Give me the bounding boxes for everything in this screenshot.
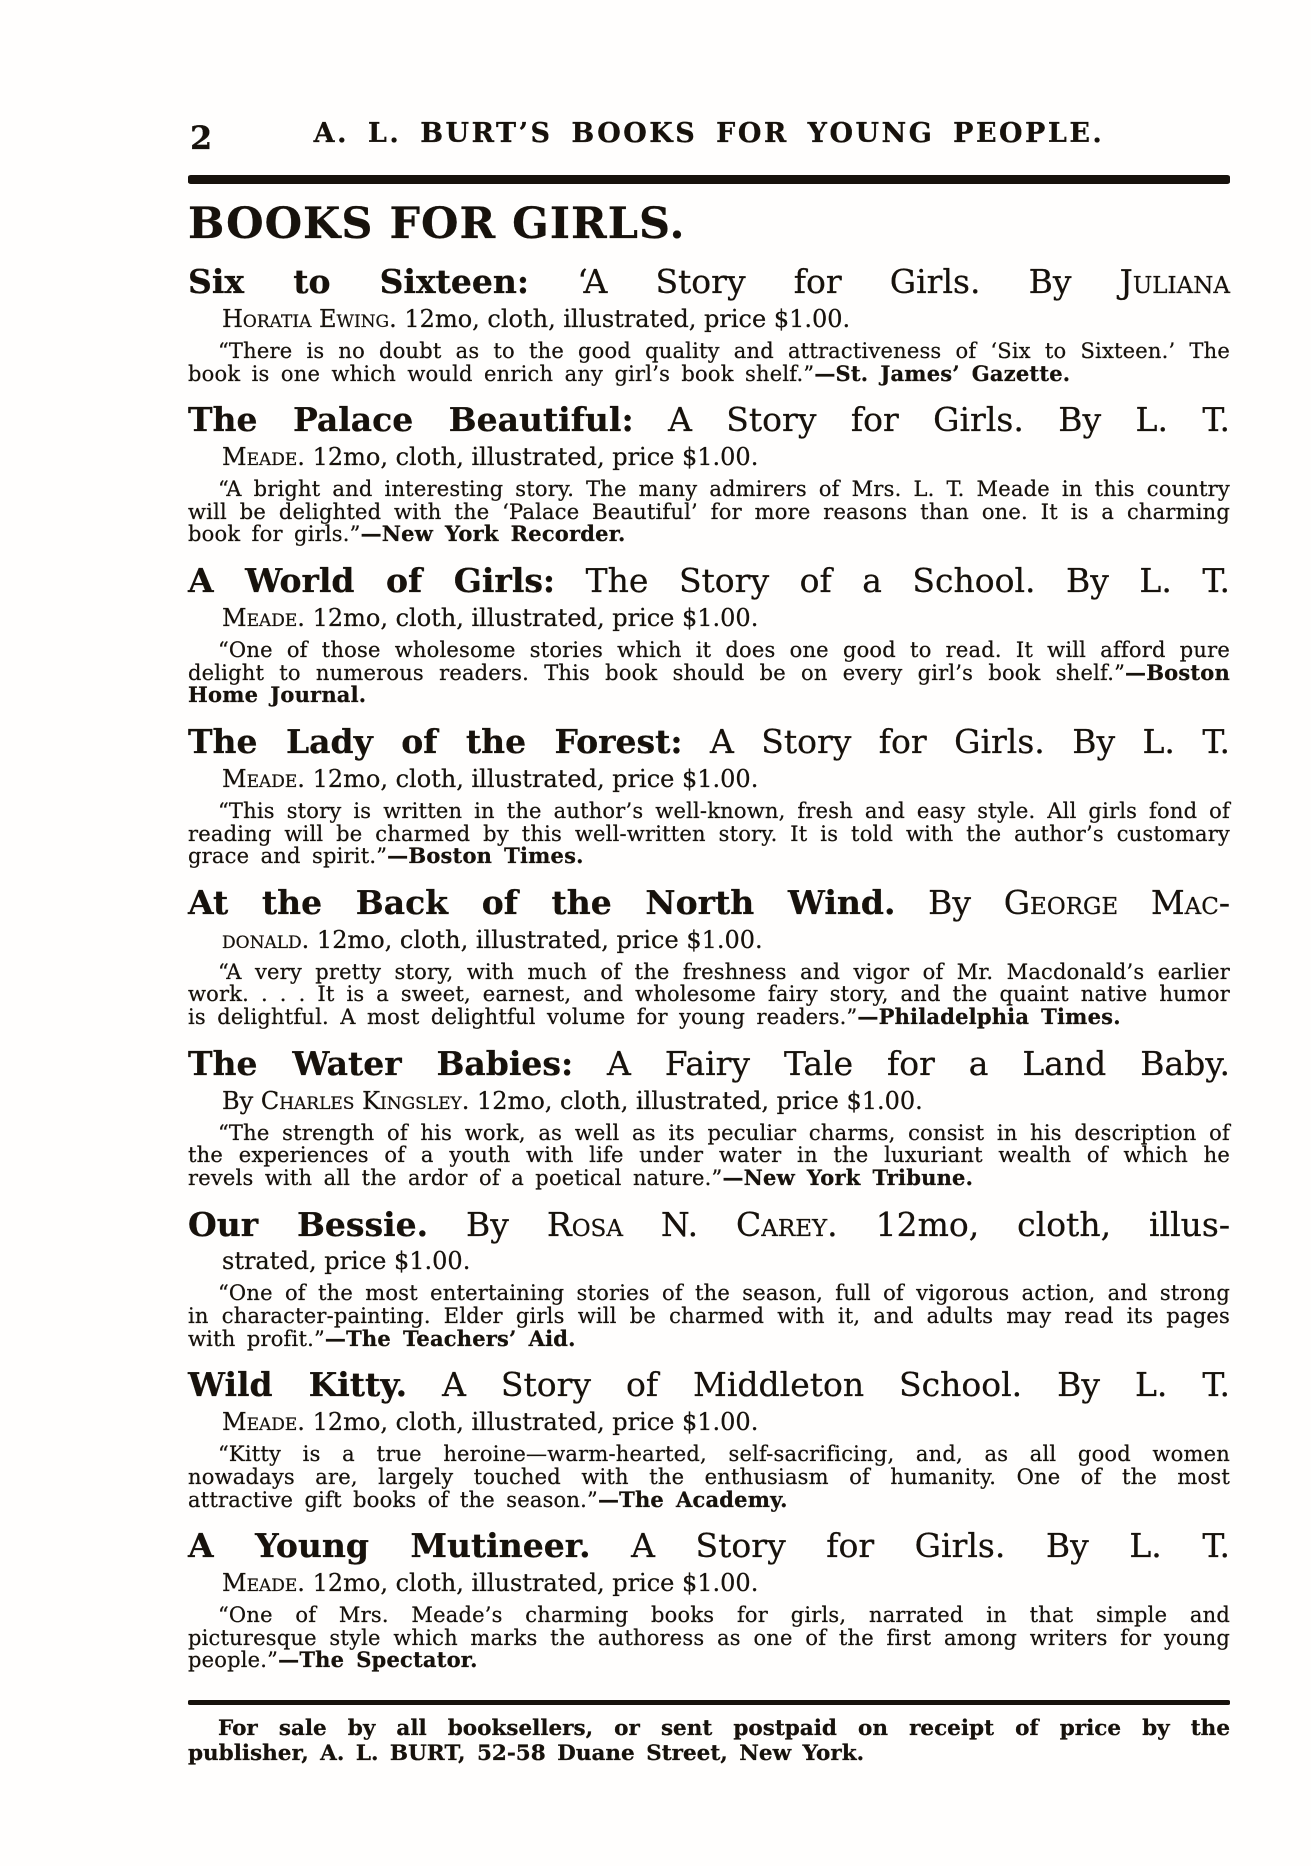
headline-segment: A Story of Middleton School. xyxy=(442,1365,1023,1405)
book-details xyxy=(188,1248,1230,1275)
details-segment: Horatia Ewing. xyxy=(222,305,397,334)
review-source: —The Academy. xyxy=(597,1486,788,1512)
review-quote xyxy=(188,1122,1230,1190)
details-segment: 12mo, cloth, illustrated, price $1.00. xyxy=(312,604,759,633)
headline-segment: A Story for Girls. xyxy=(668,400,1024,440)
book-headline xyxy=(188,264,1230,301)
book-details xyxy=(188,1409,1230,1436)
headline-segment: The Story of a School. xyxy=(585,561,1036,601)
review-quote xyxy=(188,478,1230,546)
details-segment: Charles Kingsley. xyxy=(260,1086,470,1115)
review-quote xyxy=(188,961,1230,1029)
book-headline xyxy=(188,1367,1230,1404)
headline-segment: A Fairy Tale for a Land Baby. xyxy=(607,1043,1230,1083)
book-details xyxy=(188,605,1230,632)
book-headline xyxy=(188,1528,1230,1565)
headline-segment: By L. T. xyxy=(1066,561,1230,601)
book-entry xyxy=(188,1528,1230,1672)
details-segment: donald. xyxy=(222,925,310,954)
book-headline xyxy=(188,563,1230,600)
details-segment: Meade. xyxy=(222,1569,305,1598)
book-entry xyxy=(188,1204,1230,1351)
review-quote xyxy=(188,1443,1230,1511)
review-text: “This story is written in the author’s well-known, fresh and easy style. All girls fond of reading will be charmed by this well-written story. It is told with the author’s customary grace and spirit.” xyxy=(188,798,1230,869)
details-segment: Meade. xyxy=(222,1408,305,1437)
details-segment: 12mo, cloth, illustrated, price $1.00. xyxy=(312,1569,759,1598)
details-segment: 12mo, cloth, illustrated, price $1.00. xyxy=(312,443,759,472)
headline-segment: George Mac- xyxy=(1003,882,1230,922)
header-rule xyxy=(188,175,1230,184)
details-segment: 12mo, cloth, illustrated, price $1.00. xyxy=(312,764,759,793)
review-source: —Boston Home Journal. xyxy=(188,659,1230,708)
page-header xyxy=(188,118,1230,164)
review-text: “One of those wholesome stories which it does one good to read. It will afford pure delight to numerous readers. This book should be on every girl’s book shelf.” xyxy=(188,637,1230,685)
book-entry xyxy=(188,1367,1230,1511)
review-source: —Philadelphia Times. xyxy=(857,1004,1121,1030)
book-headline xyxy=(188,724,1230,761)
review-source: —The Teachers’ Aid. xyxy=(324,1325,576,1351)
book-details xyxy=(188,1088,1230,1115)
review-quote xyxy=(188,1282,1230,1350)
details-segment: Meade. xyxy=(222,443,305,472)
headline-segment: A Story for Girls. xyxy=(709,722,1045,761)
review-text: “A very pretty story, with much of the freshness and vigor of Mr. Macdonald’s earlier work. . . . It is a sweet, earnest, and wholesome fairy story, and the quaint native humor is delightful. A most delightful volume for young readers.” xyxy=(188,959,1230,1030)
review-source: —The Spectator. xyxy=(278,1647,478,1673)
details-segment: Meade. xyxy=(222,604,305,633)
headline-segment: By xyxy=(1028,262,1072,302)
book-headline xyxy=(188,1204,1230,1244)
headline-segment: The Palace Beautiful: xyxy=(188,400,634,440)
headline-segment: ‘A Story for Girls. xyxy=(577,262,981,302)
details-segment: 12mo, cloth, illustrated, price $1.00. xyxy=(312,1408,759,1437)
book-entry xyxy=(188,264,1230,385)
headline-segment: The Lady of the Forest: xyxy=(188,722,683,761)
headline-segment: By L. T. xyxy=(1058,400,1231,440)
book-headline xyxy=(188,882,1230,922)
headline-segment: A Story for Girls. xyxy=(631,1526,1006,1566)
review-quote xyxy=(188,1604,1230,1672)
headline-segment: Our Bessie. xyxy=(188,1204,429,1244)
review-quote xyxy=(188,340,1230,385)
book-entry xyxy=(188,1043,1230,1190)
review-text: “One of Mrs. Meade’s charming books for girls, narrated in that simple and picturesque style which marks the authoress as one of the first among writers for young people.” xyxy=(188,1603,1230,1673)
book-headline xyxy=(188,1043,1230,1083)
book-entry xyxy=(188,563,1230,707)
headline-segment: 12mo, cloth, illus- xyxy=(875,1204,1230,1244)
headline-segment: Six to Sixteen: xyxy=(188,262,530,302)
details-segment: By xyxy=(222,1086,254,1115)
headline-segment: By L. T. xyxy=(1057,1365,1230,1405)
details-segment: 12mo, cloth, illustrated, price $1.00. xyxy=(404,305,851,334)
headline-segment: By L. T. xyxy=(1072,722,1230,761)
headline-segment: At the Back of the North Wind. xyxy=(188,882,896,922)
review-text: “One of the most entertaining stories of the season, full of vigorous action, and strong in character-painting. Elder girls will be charmed with it, and adults may read its pages with profit.” xyxy=(188,1281,1230,1351)
headline-segment: By L. T. xyxy=(1045,1526,1230,1566)
book-entry xyxy=(188,724,1230,868)
review-source: —New York Recorder. xyxy=(360,521,626,547)
headline-segment: Wild Kitty. xyxy=(188,1365,408,1405)
book-list xyxy=(188,264,1230,1672)
review-quote xyxy=(188,800,1230,868)
review-source: —Boston Times. xyxy=(387,843,584,869)
book-details xyxy=(188,444,1230,471)
review-source: —St. James’ Gazette. xyxy=(814,360,1071,386)
review-text: “A bright and interesting story. The many admirers of Mrs. L. T. Meade in this country will be delighted with the ‘Palace Beautiful’ for more reasons than one. It is a charming book for girls.” xyxy=(188,477,1230,547)
review-quote xyxy=(188,639,1230,707)
details-segment: 12mo, cloth, illustrated, price $1.00. xyxy=(477,1086,923,1115)
details-segment: Meade. xyxy=(222,764,305,793)
page-number: 2 xyxy=(190,119,213,157)
section-title: BOOKS FOR GIRLS. xyxy=(188,199,686,249)
book-details xyxy=(188,306,1230,333)
headline-segment: The Water Babies: xyxy=(188,1043,574,1083)
review-text: “Kitty is a true heroine—warm-hearted, self-sacrificing, and, as all good women nowadays are, largely touched with the enthusiasm of humanity. One of the most attractive gift books of the season.” xyxy=(188,1442,1230,1512)
book-details xyxy=(188,766,1230,793)
headline-segment: Juliana xyxy=(1119,262,1230,302)
book-details xyxy=(188,927,1230,954)
headline-segment: By xyxy=(928,882,972,922)
book-headline xyxy=(188,402,1230,439)
book-details xyxy=(188,1570,1230,1597)
review-text: “The strength of his work, as well as its peculiar charms, consist in his description of the experiences of a youth with life under water in the luxuriant wealth of which he revels with all the ardor of a poetical nature.” xyxy=(188,1120,1230,1190)
headline-segment: Rosa N. Carey. xyxy=(546,1204,838,1244)
book-entry xyxy=(188,402,1230,546)
running-title: A. L. BURT’S BOOKS FOR YOUNG PEOPLE. xyxy=(313,118,1105,149)
headline-segment: A World of Girls: xyxy=(188,561,556,601)
headline-segment: By xyxy=(466,1204,509,1244)
book-entry xyxy=(188,882,1230,1030)
headline-segment: A Young Mutineer. xyxy=(188,1526,591,1566)
details-segment: 12mo, cloth, illustrated, price $1.00. xyxy=(316,925,763,954)
footer-note xyxy=(188,1700,1230,1767)
footer-rule xyxy=(188,1700,1230,1705)
footer-text: For sale by all booksellers, or sent postpaid on receipt of price by the publisher, A. L. BURT, 52-58 Duane Street, New York. xyxy=(188,1716,1230,1767)
review-source: —New York Tribune. xyxy=(722,1164,974,1190)
details-segment: strated, price $1.00. xyxy=(222,1247,471,1276)
review-text: “There is no doubt as to the good quality and attractiveness of ‘Six to Sixteen.’ The book is one which would enrich any girl’s book shelf.” xyxy=(188,338,1230,386)
